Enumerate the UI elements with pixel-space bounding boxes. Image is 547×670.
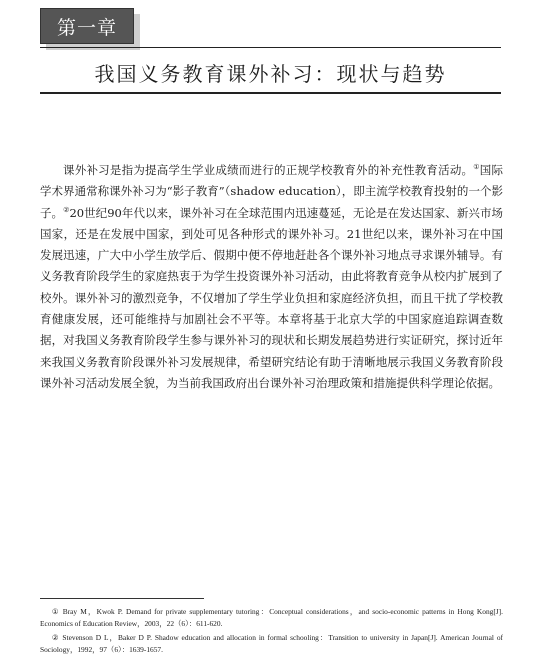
body-paragraph xyxy=(40,160,503,394)
footnote-separator xyxy=(40,598,204,599)
chapter-label: 第一章 xyxy=(40,8,134,44)
footnote-ref-2[interactable]: ② xyxy=(63,205,70,214)
footnote-ref-1[interactable]: ① xyxy=(473,163,480,172)
body-text-part-1: 课外补习是指为提高学生学业成绩而进行的正规学校教育外的补充性教育活动。 xyxy=(63,163,474,177)
footnote-1: ① Bray M，Kwok P. Demand for private supplementary tutoring：Conceptual considerations，and socio-economic patterns in Hong Kong[J]. Economics of Education Review，2003，22（6）：611-620. xyxy=(40,607,503,628)
chapter-title: 我国义务教育课外补习：现状与趋势 xyxy=(94,62,447,86)
footnote-2: ② Stevenson D L，Baker D P. Shadow education and allocation in formal schooling：Transition to university in Japan[J]. American Journal of Sociology，1992，97（6）：1639-1657. xyxy=(40,633,503,654)
chapter-tab xyxy=(40,8,136,46)
footnotes xyxy=(40,606,503,658)
title-top-rule xyxy=(40,47,501,48)
body-text-part-2: 国际学术界通常称课外补习为“影子教育”（shadow education），即主流学校教育投射的一个影子。 xyxy=(40,163,504,220)
body-text-part-3: 20世纪90年代以来，课外补习在全球范围内迅速蔓延，无论是在发达国家、新兴市场国家，还是在发展中国家，到处可见各种形式的课外补习。21世纪以来，课外补习在中国发展迅速，广大中小学生放学后、假期中便不停地赶赴各个课外补习地点寻求课外辅导。有义务教育阶段学生的家庭热衷于为学生投资课外补习活动，由此将教育竞争从校内扩展到了校外。课外补习的激烈竞争，不仅增加了学生学业负担和家庭经济负担，而且干扰了学校教育健康发展，还可能维持与加剧社会不平等。本章将基于北京大学的中国家庭追踪调查数据，对我国义务教育阶段学生参与课外补习的现状和长期发展趋势进行实证研究，探讨近年来我国义务教育阶段课外补习发展规律，希望研究结论有助于清晰地展示我国义务教育阶段课外补习活动发展全貌，为当前我国政府出台课外补习治理政策和措施提供科学理论依据。 xyxy=(40,205,504,390)
title-bottom-rule xyxy=(40,92,501,94)
